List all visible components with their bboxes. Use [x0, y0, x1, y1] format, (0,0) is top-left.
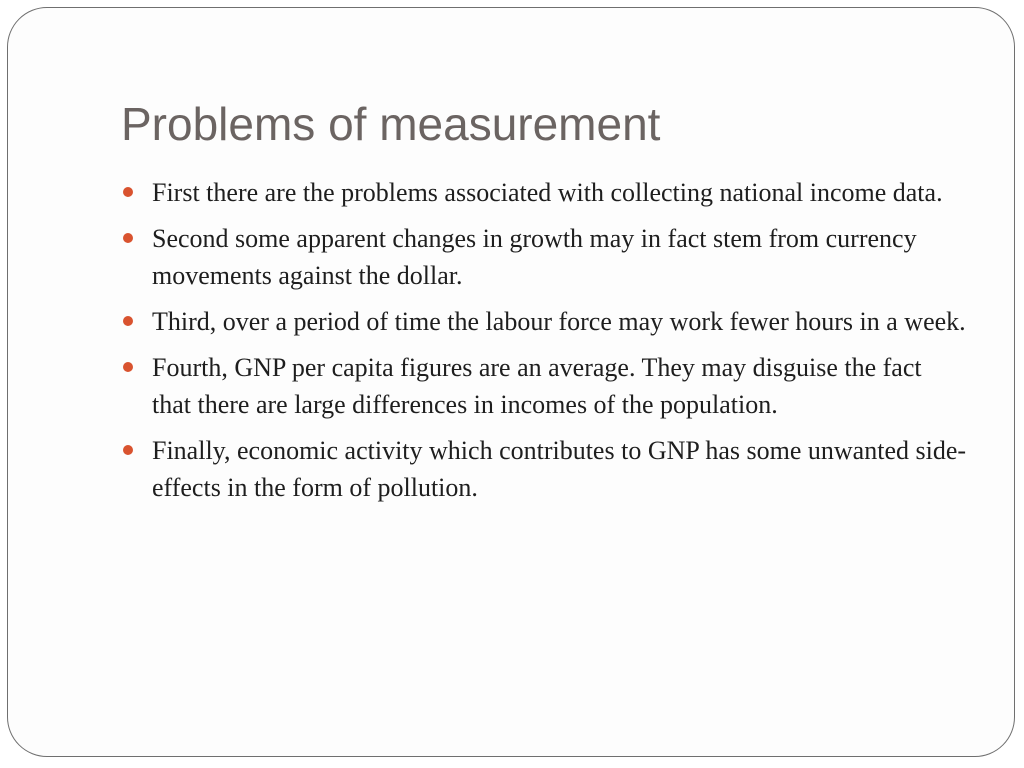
bullet-text: Fourth, GNP per capita figures are an average. They may disguise the fact that there are large differences in incomes of the population. — [152, 353, 922, 419]
bullet-dot-icon — [123, 233, 133, 243]
bullet-item — [152, 220, 967, 294]
bullet-text: First there are the problems associated with collecting national income data. — [152, 178, 943, 207]
bullet-text: Third, over a period of time the labour force may work fewer hours in a week. — [152, 307, 966, 336]
bullet-text: Finally, economic activity which contributes to GNP has some unwanted side-effects in the form of pollution. — [152, 436, 967, 502]
bullet-dot-icon — [123, 187, 133, 197]
bullet-item — [152, 432, 967, 506]
bullet-dot-icon — [123, 445, 133, 455]
bullet-dot-icon — [123, 316, 133, 326]
bullet-item — [152, 349, 967, 423]
bullet-text: Second some apparent changes in growth may in fact stem from currency movements against the dollar. — [152, 224, 917, 290]
slide-title: Problems of measurement — [121, 98, 661, 150]
bullet-dot-icon — [123, 362, 133, 372]
bullet-list — [152, 174, 967, 515]
bullet-item — [152, 303, 967, 340]
bullet-item — [152, 174, 967, 211]
slide-frame — [7, 7, 1015, 757]
